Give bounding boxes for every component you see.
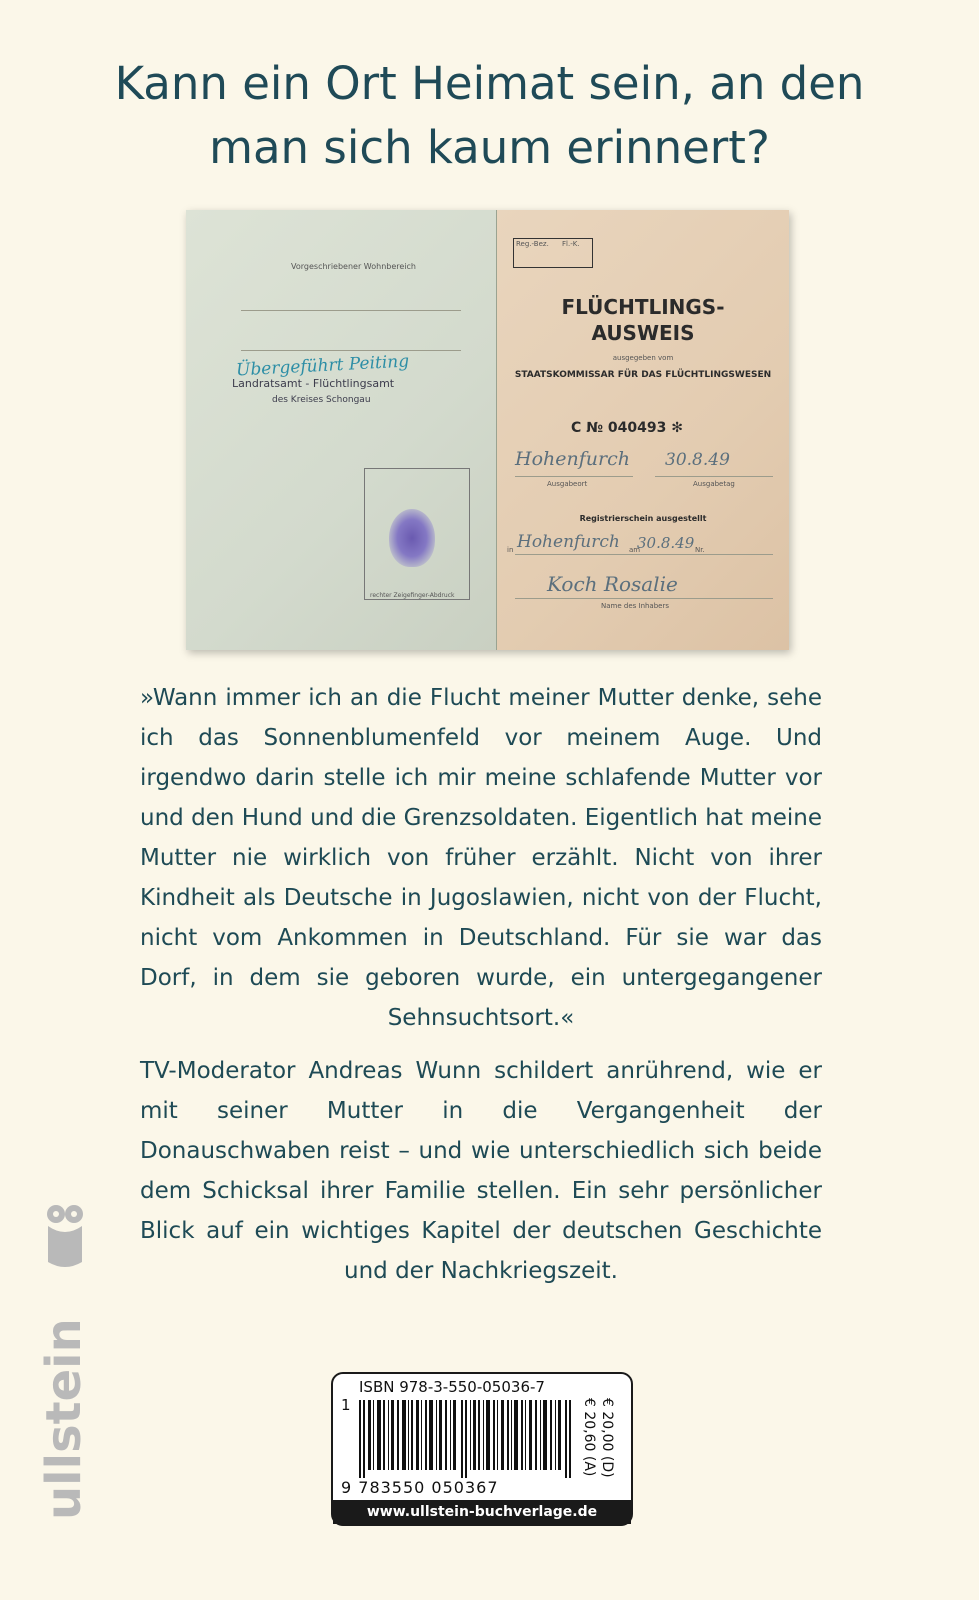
prices (579, 1398, 625, 1498)
issued-by-label: ausgegeben vom (612, 354, 674, 362)
isbn-barcode (331, 1372, 633, 1526)
stamp-district: des Kreises Schongau (272, 395, 371, 405)
passport-right-page (497, 210, 789, 650)
publisher-logo-text: ullstein (36, 1318, 92, 1520)
reg-box (513, 238, 593, 268)
barcode-bars (357, 1400, 575, 1478)
in-label: in (507, 546, 514, 554)
owl-icon (36, 1200, 92, 1530)
price-germany: € 20,00 (D) (599, 1398, 615, 1478)
registered-label: Registrierschein ausgestellt (579, 514, 707, 523)
issue-date-label: Ausgabetag (693, 480, 735, 488)
reg-label-1: Reg.-Bez. (516, 240, 549, 248)
issuer: STAATSKOMMISSAR FÜR DAS FLÜCHTLINGSWESEN (514, 370, 772, 380)
refugee-passport-photo (186, 210, 789, 650)
headline-line-2: man sich kaum erinnert? (209, 121, 770, 174)
ausweis-title-line-1: FLÜCHTLINGS- (561, 295, 725, 319)
barcode-lead-digit: 1 (341, 1396, 351, 1414)
holder-name-handwriting: Koch Rosalie (547, 572, 678, 596)
price-austria: € 20,60 (A) (581, 1398, 597, 1477)
ausweis-title-line-2: AUSWEIS (591, 321, 695, 345)
quote: »Wann immer ich an die Flucht meiner Mutter denke, sehe ich das Sonnenblumenfeld vor meinem Auge. Und irgendwo darin stelle ich mir meine schlafende Mutter vor und den Hund und die Grenzsoldaten. Eigentlich hat meine Mutter nie wirklich von früher erzählt. Nicht von ihrer Kindheit als Deutsche in Jugoslawien, nicht von der Flucht, nicht vom Ankommen in Deutschland. Für sie war das Dorf, in dem sie geboren wurde, ein untergegangener Sehnsuchtsort.« (140, 685, 822, 1031)
headline (0, 52, 979, 180)
isbn-number: ISBN 978-3-550-05036-7 (359, 1378, 545, 1396)
book-description: TV-Moderator Andreas Wunn schildert anrührend, wie er mit seiner Mutter in die Vergangenheit der Donauschwaben reist – und wie unterschiedlich sich beide dem Schicksal ihrer Familie stellen. Ein sehr persönlicher Blick auf ein wichtiges Kapitel der deutschen Geschichte und der Nachkriegszeit. (140, 1058, 822, 1284)
handwriting-transfer: Übergeführt Peiting (235, 351, 410, 381)
reg-place-handwriting: Hohenfurch (517, 532, 620, 552)
barcode-digits: 9 783550 050367 (341, 1478, 499, 1497)
publisher-url[interactable]: www.ullstein-buchverlage.de (333, 1500, 631, 1524)
fingerprint-label: rechter Zeigefinger-Abdruck (370, 592, 455, 599)
fingerprint-icon (389, 509, 435, 567)
publisher-logo (36, 1200, 92, 1530)
reg-date-handwriting: 30.8.49 (637, 534, 695, 552)
reg-label-2: Fl.-K. (562, 240, 580, 248)
issue-place-label: Ausgabeort (547, 480, 588, 488)
holder-name-label: Name des Inhabers (601, 602, 670, 610)
headline-line-1: Kann ein Ort Heimat sein, an den (114, 57, 865, 110)
fingerprint-box (364, 468, 470, 600)
issue-place-handwriting: Hohenfurch (515, 448, 630, 470)
nr-label: Nr. (695, 546, 705, 554)
am-label: am (629, 546, 641, 554)
passport-left-page (186, 210, 497, 650)
passport-number: C № 040493 ✻ (571, 420, 683, 436)
residence-label: Vorgeschriebener Wohnbereich (291, 262, 416, 271)
issue-date-handwriting: 30.8.49 (665, 450, 730, 470)
stamp-office: Landratsamt - Flüchtlingsamt (232, 377, 395, 390)
